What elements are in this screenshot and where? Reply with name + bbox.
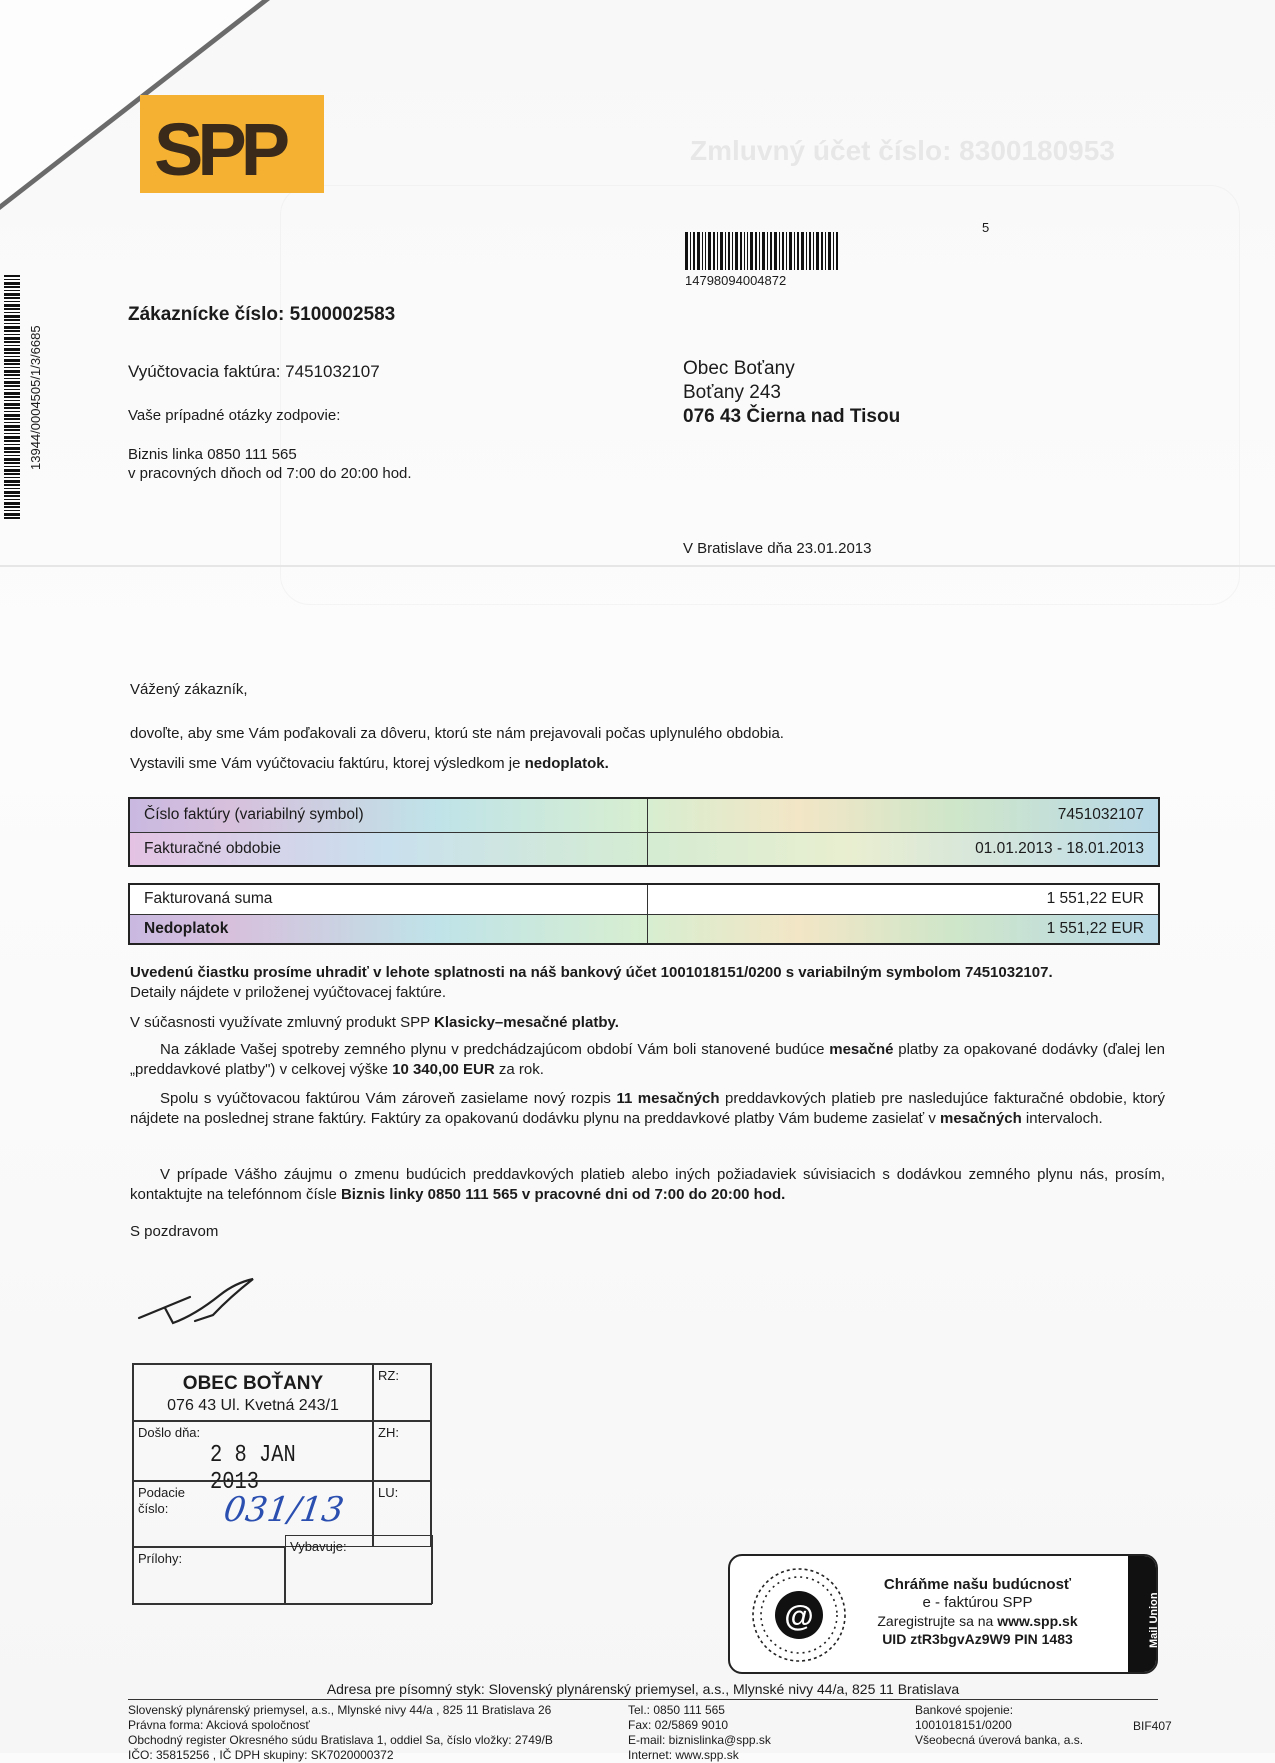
footer-bank-account: 1001018151/0200 [915,1718,1012,1732]
payment-instruction [130,963,1165,1003]
row-value: 7451032107 [647,798,1159,832]
promo-register-text: Zaregistrujte sa na [877,1613,994,1629]
promo-code: UID ztR3bgvAz9W9 PIN 1483 [882,1631,1073,1647]
row-value: 1 551,22 EUR [647,884,1159,914]
customer-number: Zákaznícke číslo: 5100002583 [128,304,396,325]
recipient-city: 076 43 Čierna nad Tisou [683,406,901,427]
advance-text [130,1040,1165,1080]
stamp-filing-number: 031/13 [221,1490,347,1530]
place-date: V Bratislave dňa 23.01.2013 [683,540,872,557]
amount-table [128,883,1160,945]
schedule-text-3: intervaloch. [1021,1110,1103,1127]
greeting: Vážený zákazník, [130,681,248,698]
advance-text-3: za rok. [494,1061,544,1078]
bleed-through-text: Zmluvný účet číslo: 8300180953 [690,135,1115,166]
footer-line: Obchodný register Okresného súdu Bratislava 1, oddiel Sa, číslo vložky: 2749/B [128,1733,553,1747]
recipient-name: Obec Boťany [683,358,795,379]
registry-stamp [132,1363,432,1605]
footer-tel: Tel.: 0850 111 565 [628,1703,725,1717]
footer-line: Slovenský plynárenský priemysel, a.s., Mlynské nivy 44/a , 825 11 Bratislava 26 [128,1703,552,1717]
payment-request: Uvedenú čiastku prosíme uhradiť v lehote splatnosti na náš bankový účet 1001018151/0200 s variabilným symbolom 7451032107. [130,964,1053,981]
payment-details: Detaily nájdete v priloženej vyúčtovacej faktúre. [130,984,446,1001]
advance-text-2: platby za opakované dodávky (ďalej len „preddavkové platby") v celkovej výške [130,1041,1165,1078]
product-text [130,1013,1165,1033]
stamp-header [133,1364,373,1421]
row-label: Nedoplatok [129,914,647,944]
stamp-filing-label: Podacie číslo: [138,1485,185,1516]
stamp-rz-label: RZ: [373,1364,431,1421]
e-invoice-promo [728,1554,1158,1674]
row-label: Fakturovaná suma [129,884,647,914]
result-text-main: Vystavili sme Vám vyúčtovaciu faktúru, ktorej výsledkom je [130,755,521,772]
footer-bank-label: Bankové spojenie: [915,1703,1014,1717]
advance-bold-1: mesačné [829,1041,894,1058]
stamp-received-label: Došlo dňa: [138,1425,201,1440]
barcode [685,232,900,270]
row-label: Číslo faktúry (variabilný symbol) [129,798,647,832]
footer-email: E-mail: biznislinka@spp.sk [628,1733,771,1747]
side-barcode-number: 13944/0004505/1/3/6685 [28,325,43,470]
schedule-bold-2: mesačných [940,1110,1022,1127]
footer-web: Internet: www.spp.sk [628,1748,739,1762]
page-number: 5 [982,220,990,235]
side-barcode [4,275,20,520]
row-value: 1 551,22 EUR [647,914,1159,944]
stamp-address: 076 43 Ul. Kvetná 243/1 [167,1397,339,1414]
stamp-received-date: 2 8 JAN 2013 [210,1442,296,1496]
contact-bold: Biznis linky 0850 111 565 v pracovné dni od 7:00 do 20:00 hod. [340,1186,786,1203]
advance-bold-2: 10 340,00 EUR [392,1061,495,1078]
stamp-zh-label: ZH: [373,1421,431,1481]
row-label: Fakturačné obdobie [129,832,647,866]
recipient-street: Boťany 243 [683,382,781,403]
result-text [130,755,609,772]
stamp-lu-label: LU: [373,1481,431,1547]
correspondence-address: Adresa pre písomný styk: Slovenský plynárenský priemysel, a.s., Mlynské nivy 44/a, 825 11 Bratislava [128,1681,1158,1700]
promo-text [865,1576,1090,1648]
footer-company [128,1703,553,1763]
promo-register [865,1612,1090,1630]
svg-text:@: @ [784,1600,814,1633]
schedule-text [130,1089,1165,1129]
contact-text [130,1165,1165,1205]
footer-fax: Fax: 02/5869 9010 [628,1718,729,1732]
sunflower-at-icon [748,1564,850,1666]
footer-line: Právna forma: Akciová spoločnosť [128,1718,310,1732]
row-value: 01.01.2013 - 18.01.2013 [647,832,1159,866]
footer-bank-name: Všeobecná úverová banka, a.s. [915,1733,1084,1747]
footer-bank [915,1703,1083,1748]
spp-logo [140,95,324,193]
promo-title: Chráňme našu budúcnosť [883,1576,1072,1593]
advance-text-1: Na základe Vašej spotreby zemného plynu v predchádzajúcom období Vám boli stanovené budúce [160,1041,830,1058]
closing: S pozdravom [130,1223,219,1240]
table-row [129,798,1159,832]
spp-logo-lettering: SPP [154,108,285,191]
hotline: Biznis linka 0850 111 565 [128,446,297,463]
stamp-attachments-label: Prílohy: [133,1547,285,1604]
table-row [129,884,1159,914]
invoice-number: Vyúčtovacia faktúra: 7451032107 [128,362,380,381]
questions-label: Vaše prípadné otázky zodpovie: [128,407,341,424]
thanks-text: dovoľte, aby sme Vám poďakovali za dôveru, ktorú ste nám prejavovali počas uplynulého obdobia. [130,725,784,742]
stamp-office: OBEC BOŤANY [182,1373,324,1394]
promo-subtitle: e - faktúrou SPP [922,1594,1033,1611]
invoice-info-table [128,797,1160,867]
schedule-bold-1: 11 mesačných [616,1090,720,1107]
hotline-hours: v pracovných dňoch od 7:00 do 20:00 hod. [128,465,412,482]
signature [135,1275,265,1330]
table-row [129,832,1159,866]
schedule-text-1: Spolu s vyúčtovacou faktúrou Vám zároveň zasielame nový rozpis [160,1090,617,1107]
mailunion-strip [1128,1556,1160,1672]
promo-url: www.spp.sk [997,1613,1078,1629]
barcode-number: 14798094004872 [685,273,787,288]
contact-text-1: V prípade Vášho záujmu o zmenu budúcich preddavkových platieb alebo iných požiadaviek súvisiacich s dodávkou zemného plynu nás, prosím, kontaktujte na telefónnom čísle [130,1166,1165,1203]
product-prefix: V súčasnosti využívate zmluvný produkt SPP [130,1014,430,1031]
mailunion-logo: Mail Union [1148,1592,1160,1648]
recipient-address [683,357,900,429]
footer-contact [628,1703,771,1763]
result-word: nedoplatok. [524,755,609,772]
footer-form-code: BIF407 [1133,1719,1172,1733]
stamp-received-cell [133,1421,373,1496]
product-name: Klasicky–mesačné platby. [434,1014,619,1031]
stamp-handler-label: Vybavuje: [285,1535,433,1604]
schedule-text-2: preddavkových platieb pre nasledujúce fakturačné obdobie, ktorý nájdete na poslednej strane faktúry. Faktúry za opakovanú dodávku plynu na preddavkové platby Vám budeme zasielať v [130,1090,1166,1127]
footer-line: IČO: 35815256 , IČ DPH skupiny: SK7020000372 [128,1748,394,1762]
table-row [129,914,1159,944]
